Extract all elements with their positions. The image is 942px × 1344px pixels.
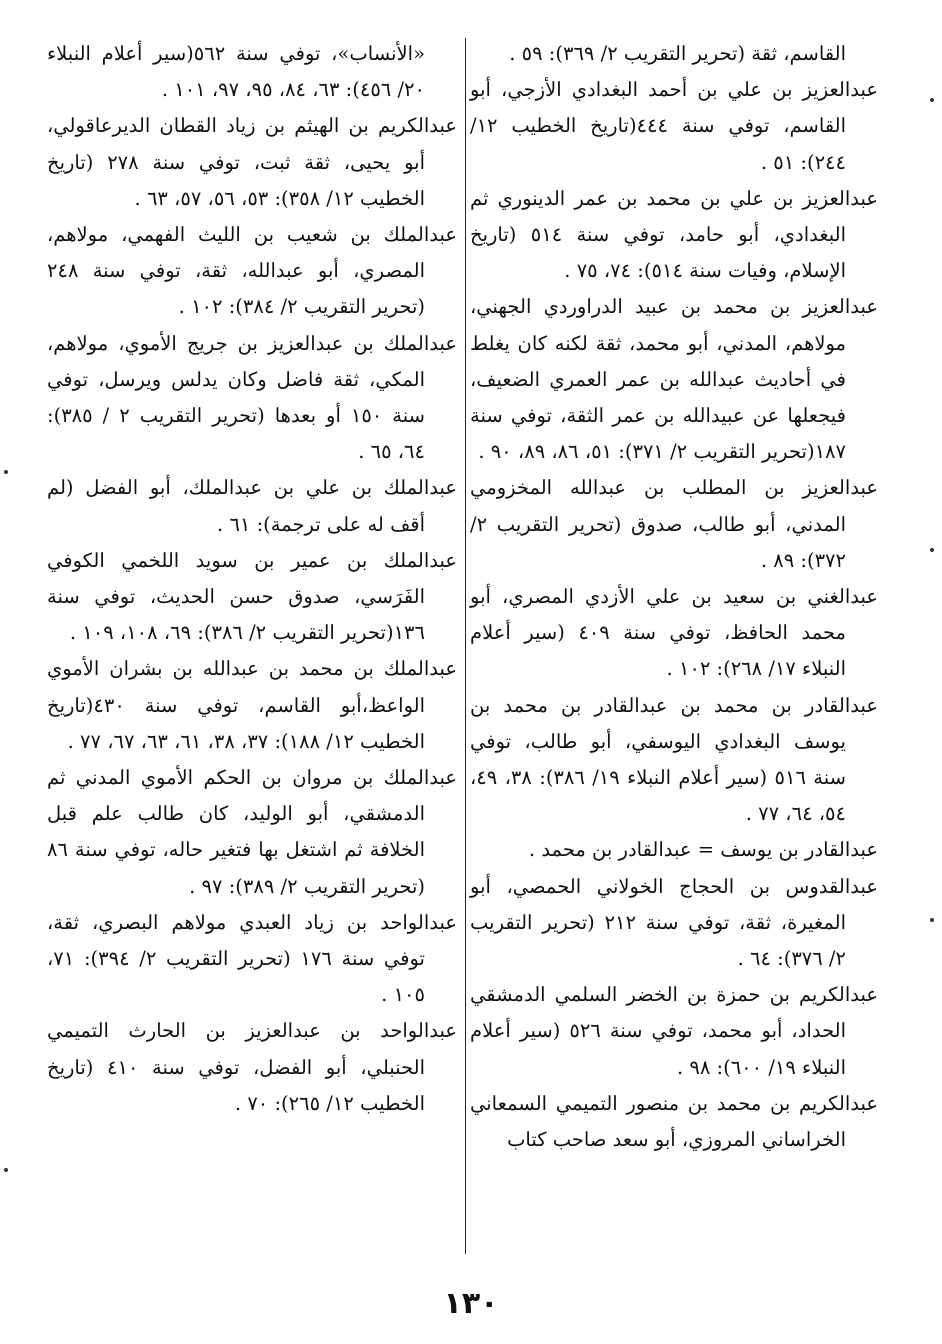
index-entry: عبدالملك بن مروان بن الحكم الأموي المدني ثم الدمشقي، أبو الوليد، كان طالب علم قبل الخلافة ثم اشتغل بها فتغير حاله، توفي سنة ٨٦ (تحرير التقريب ٢/ ٣٨٩): ٩٧ .: [47, 766, 457, 898]
index-entry: «الأنساب»، توفي سنة ٥٦٢(سير أعلام النبلاء ٢٠/ ٤٥٦): ٦٣، ٨٤، ٩٥، ٩٧، ١٠١ .: [47, 42, 425, 102]
index-entry: عبدالغني بن سعيد بن علي الأزدي المصري، أبو محمد الحافظ، توفي سنة ٤٠٩ (سير أعلام النبلاء ١٧/ ٢٦٨): ١٠٢ .: [470, 585, 878, 681]
index-entry: عبدالقادر بن محمد بن عبدالقادر بن محمد بن يوسف البغدادي اليوسفي، أبو طالب، توفي سنة ٥١٦ (سير أعلام النبلاء ١٩/ ٣٨٦): ٣٨، ٤٩، ٥٤، ٦٤، ٧٧ .: [470, 693, 878, 826]
column-divider: [465, 38, 466, 1254]
index-entry: عبدالواحد بن زياد العبدي مولاهم البصري، ثقة، توفي سنة ١٧٦ (تحرير التقريب ٢/ ٣٩٤): ٧١، ١٠٥ .: [47, 910, 457, 1007]
right-column: [470, 36, 878, 1158]
index-entry: عبدالملك بن عمير بن سويد اللخمي الكوفي الفَرَسي، صدوق حسن الحديث، توفي سنة ١٣٦(تحرير التقريب ٢/ ٣٨٦): ٦٩، ١٠٨، ١٠٩ .: [47, 548, 457, 645]
left-column: [47, 36, 457, 1122]
index-entry: عبدالعزيز بن محمد بن عبيد الدراوردي الجهني، مولاهم، المدني، أبو محمد، ثقة لكنه كان يغلط في أحاديث عبدالله بن عمر العمري الضعيف، فيجعلها عن عبيدالله بن عمر الثقة، توفي سنة ١٨٧(تحرير التقريب ٢/ ٣٧١): ٥١، ٨٦، ٨٩، ٩٠ .: [470, 295, 878, 464]
index-entry: عبدالملك بن علي بن عبدالملك، أبو الفضل (لم أقف له على ترجمة): ٦١ .: [47, 476, 457, 536]
index-entry: عبدالكريم بن الهيثم بن زياد القطان الديرعاقولي، أبو يحيى، ثقة ثبت، توفي سنة ٢٧٨ (تاريخ الخطيب ١٢/ ٣٥٨): ٥٣، ٥٦، ٥٧، ٦٣ .: [47, 114, 457, 210]
index-entry: عبدالقدوس بن الحجاج الخولاني الحمصي، أبو المغيرة، ثقة، توفي سنة ٢١٢ (تحرير التقريب ٢/ ٣٧٦): ٦٤ .: [470, 874, 878, 971]
index-entry: عبدالملك بن محمد بن عبدالله بن بشران الأموي الواعظ،أبو القاسم، توفي سنة ٤٣٠(تاريخ الخطيب ١٢/ ١٨٨): ٣٧، ٣٨، ٦١، ٦٣، ٦٧، ٧٧ .: [47, 657, 457, 753]
index-entry: عبدالكريم بن محمد بن منصور التميمي السمعاني الخراساني المروزي، أبو سعد صاحب كتاب: [470, 1091, 878, 1152]
index-entry: عبدالكريم بن حمزة بن الخضر السلمي الدمشقي الحداد، أبو محمد، توفي سنة ٥٢٦ (سير أعلام النبلاء ١٩/ ٦٠٠): ٩٨ .: [470, 983, 878, 1079]
index-entry: القاسم، ثقة (تحرير التقريب ٢/ ٣٦٩): ٥٩ .: [509, 42, 846, 65]
index-entry: عبدالملك بن عبدالعزيز بن جريج الأموي، مولاهم، المكي، ثقة فاضل وكان يدلس ويرسل، توفي سنة ١٥٠ أو بعدها (تحرير التقريب ٢ / ٣٨٥): ٦٤، ٦٥ .: [47, 331, 457, 464]
index-entry: عبدالواحد بن عبدالعزيز بن الحارث التميمي الحنبلي، أبو الفضل، توفي سنة ٤١٠ (تاريخ الخطيب ١٢/ ٢٦٥): ٧٠ .: [47, 1019, 457, 1115]
index-entry: عبدالعزيز بن علي بن أحمد البغدادي الأزجي، أبو القاسم، توفي سنة ٤٤٤(تاريخ الخطيب ١٢/ ٢٤٤): ٥١ .: [470, 78, 878, 174]
scan-speck: [4, 1168, 8, 1172]
index-entry: عبدالقادر بن يوسف = عبدالقادر بن محمد .: [528, 838, 878, 862]
scan-speck: [4, 470, 8, 474]
scan-speck: [930, 548, 934, 552]
page-number: ١٣٠: [443, 1286, 499, 1321]
scan-speck: [930, 98, 934, 102]
index-entry: عبدالملك بن شعيب بن الليث الفهمي، مولاهم، المصري، أبو عبدالله، ثقة، توفي سنة ٢٤٨ (تحرير التقريب ٢/ ٣٨٤): ١٠٢ .: [47, 223, 457, 319]
scan-speck: [930, 918, 934, 922]
index-entry: عبدالعزيز بن المطلب بن عبدالله المخزومي المدني، أبو طالب، صدوق (تحرير التقريب ٢/ ٣٧٢): ٨٩ .: [470, 476, 878, 572]
index-entry: عبدالعزيز بن علي بن محمد بن عمر الدينوري ثم البغدادي، أبو حامد، توفي سنة ٥١٤ (تاريخ الإسلام، وفيات سنة ٥١٤): ٧٤، ٧٥ .: [470, 186, 878, 283]
